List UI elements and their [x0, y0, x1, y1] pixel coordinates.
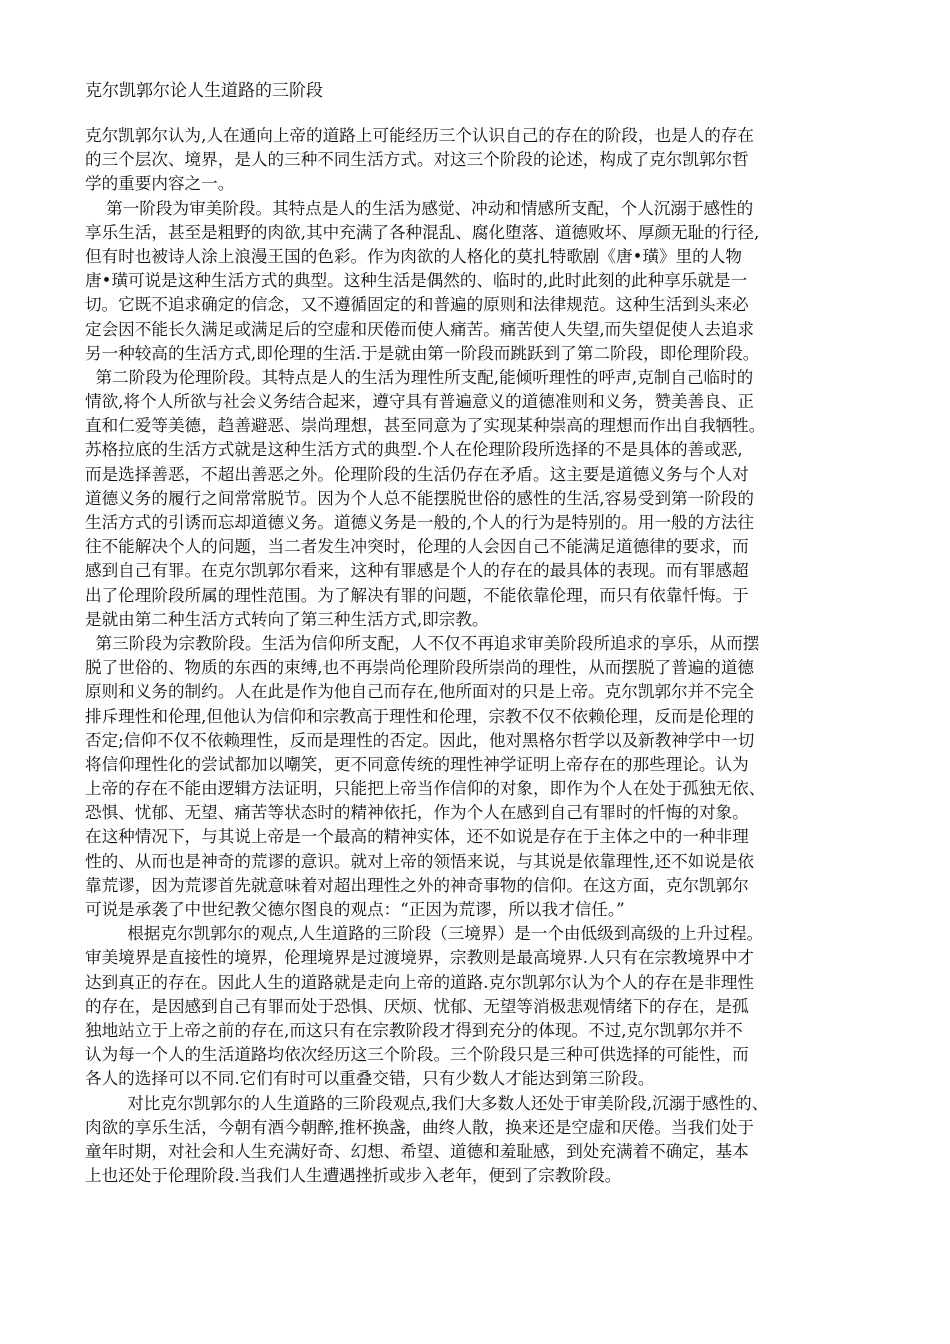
text-line: 根据克尔凯郭尔的观点,人生道路的三阶段（三境界）是一个由低级到高级的上升过程。	[85, 924, 764, 944]
text-line: 排斥理性和伦理,但他认为信仰和宗教高于理性和伦理，宗教不仅不依赖伦理，反而是伦理的	[85, 706, 755, 726]
text-line: 是就由第二种生活方式转向了第三种生活方式,即宗教。	[85, 609, 489, 629]
text-line: 另一种较高的生活方式,即伦理的生活.于是就由第一阶段而跳跃到了第二阶段，即伦理阶段。	[85, 343, 760, 363]
text-line: 肉欲的享乐生活，今朝有酒今朝醉,推杯换盏，曲终人散，换来还是空虚和厌倦。当我们处于	[85, 1117, 755, 1137]
text-line: 定会因不能长久满足或满足后的空虚和厌倦而使人痛苦。痛苦使人失望,而失望促使人去追求	[85, 319, 755, 339]
document-body	[85, 124, 875, 1188]
paragraph-intro	[85, 124, 875, 197]
document-title: 克尔凯郭尔论人生道路的三阶段	[85, 81, 323, 101]
text-line: 直和仁爱等美德，趋善避恶、崇尚理想，甚至同意为了实现某种崇高的理想而作出自我牺牲。	[85, 416, 766, 436]
text-line: 在这种情况下，与其说上帝是一个最高的精神实体，还不如说是存在于主体之中的一种非理	[85, 827, 749, 847]
text-line: 童年时期，对社会和人生充满好奇、幻想、希望、道德和羞耻感，到处充满着不确定，基本	[85, 1141, 749, 1161]
text-line: 道德义务的履行之间常常脱节。因为个人总不能摆脱世俗的感性的生活,容易受到第一阶段的	[85, 488, 755, 508]
text-line: 享乐生活，甚至是粗野的肉欲,其中充满了各种混乱、腐化堕落、道德败坏、厚颜无耻的行径,	[85, 222, 760, 242]
text-line: 出了伦理阶段所属的理性范围。为了解决有罪的问题，不能依靠伦理，而只有依靠忏悔。于	[85, 585, 749, 605]
text-line: 学的重要内容之一。	[85, 174, 235, 194]
text-line: 的三个层次、境界，是人的三种不同生活方式。对这三个阶段的论述，构成了克尔凯郭尔哲	[85, 150, 749, 170]
text-line: 感到自己有罪。在克尔凯郭尔看来，这种有罪感是个人的存在的最具体的表现。而有罪感超	[85, 561, 749, 581]
text-line: 恐惧、忧郁、无望、痛苦等状态时的精神依托，作为个人在感到自己有罪时的忏悔的对象。	[85, 803, 749, 823]
text-line: 原则和义务的制约。人在此是作为他自己而存在,他所面对的只是上帝。克尔凯郭尔并不完全	[85, 682, 755, 702]
paragraph-ethical-stage	[85, 366, 875, 632]
text-line: 性的、从而也是神奇的荒谬的意识。就对上帝的领悟来说，与其说是依靠理性,还不如说是依	[85, 851, 755, 871]
text-line: 往不能解决个人的问题，当二者发生冲突时，伦理的人会因自己不能满足道德律的要求，而	[85, 537, 749, 557]
paragraph-aesthetic-stage	[85, 197, 875, 366]
paragraph-reflection	[85, 1092, 875, 1189]
text-line: 达到真正的存在。因此人生的道路就是走向上帝的道路.克尔凯郭尔认为个人的存在是非理性	[85, 972, 755, 992]
text-line: 否定;信仰不仅不依赖理性，反而是理性的否定。因此，他对黑格尔哲学以及新教神学中一切	[85, 730, 755, 750]
text-line: 认为每一个人的生活道路均依次经历这三个阶段。三个阶段只是三种可供选择的可能性，而	[85, 1045, 749, 1065]
text-line: 第三阶段为宗教阶段。生活为信仰所支配，人不仅不再追求审美阶段所追求的享乐，从而摆	[85, 633, 760, 653]
text-line: 克尔凯郭尔认为,人在通向上帝的道路上可能经历三个认识自己的存在的阶段，也是人的存在	[85, 126, 755, 145]
text-line: 上帝的存在不能由逻辑方法证明，只能把上帝当作信仰的对象，即作为个人在处于孤独无依、	[85, 779, 766, 799]
text-line: 第二阶段为伦理阶段。其特点是人的生活为理性所支配,能倾听理性的呼声,克制自己临时的	[85, 367, 754, 387]
text-line: 对比克尔凯郭尔的人生道路的三阶段观点,我们大多数人还处于审美阶段,沉溺于感性的、	[85, 1093, 769, 1113]
text-line: 唐•璜可说是这种生活方式的典型。这种生活是偶然的、临时的,此时此刻的此种享乐就是一	[85, 271, 748, 291]
text-line: 生活方式的引诱而忘却道德义务。道德义务是一般的,个人的行为是特别的。用一般的方法往	[85, 513, 755, 532]
paragraph-religious-stage	[85, 632, 875, 922]
text-line: 第一阶段为审美阶段。其特点是人的生活为感觉、冲动和情感所支配，个人沉溺于感性的	[85, 198, 754, 218]
text-line: 苏格拉底的生活方式就是这种生活方式的典型.个人在伦理阶段所选择的不是具体的善或恶,	[85, 440, 743, 460]
text-line: 但有时也被诗人涂上浪漫王国的色彩。作为肉欲的人格化的莫扎特歌剧《唐•璜》里的人物	[85, 246, 742, 266]
text-line: 独地站立于上帝之前的存在,而这只有在宗教阶段才得到充分的体现。不过,克尔凯郭尔并不	[85, 1020, 743, 1040]
text-line: 各人的选择可以不同.它们有时可以重叠交错，只有少数人才能达到第三阶段。	[85, 1069, 655, 1089]
text-line: 审美境界是直接性的境界，伦理境界是过渡境界，宗教则是最高境界.人只有在宗教境界中才	[85, 948, 755, 968]
text-line: 切。它既不追求确定的信念，又不遵循固定的和普遍的原则和法律规范。这种生活到头来必	[85, 295, 749, 315]
text-line: 将信仰理性化的尝试都加以嘲笑，更不同意传统的理性神学证明上帝存在的那些理论。认为	[85, 754, 749, 774]
text-line: 情欲,将个人所欲与社会义务结合起来，遵守具有普遍意义的道德准则和义务，赞美善良、正	[85, 392, 755, 412]
paragraph-three-stages-summary	[85, 922, 875, 1091]
text-line: 脱了世俗的、物质的东西的束缚,也不再崇尚伦理阶段所崇尚的理性，从而摆脱了普遍的道德	[85, 658, 755, 678]
text-line: 靠荒谬，因为荒谬首先就意味着对超出理性之外的神奇事物的信仰。在这方面，克尔凯郭尔	[85, 875, 749, 895]
text-line: 上也还处于伦理阶段.当我们人生遭遇挫折或步入老年，便到了宗教阶段。	[85, 1166, 622, 1186]
text-line: 而是选择善恶，不超出善恶之外。伦理阶段的生活仍存在矛盾。这主要是道德义务与个人对	[85, 464, 749, 484]
text-line: 的存在，是因感到自己有罪而处于恐惧、厌烦、忧郁、无望等消极悲观情绪下的存在，是孤	[85, 996, 749, 1016]
text-line: 可说是承袭了中世纪教父德尔图良的观点：“正因为荒谬，所以我才信任。”	[85, 900, 625, 919]
